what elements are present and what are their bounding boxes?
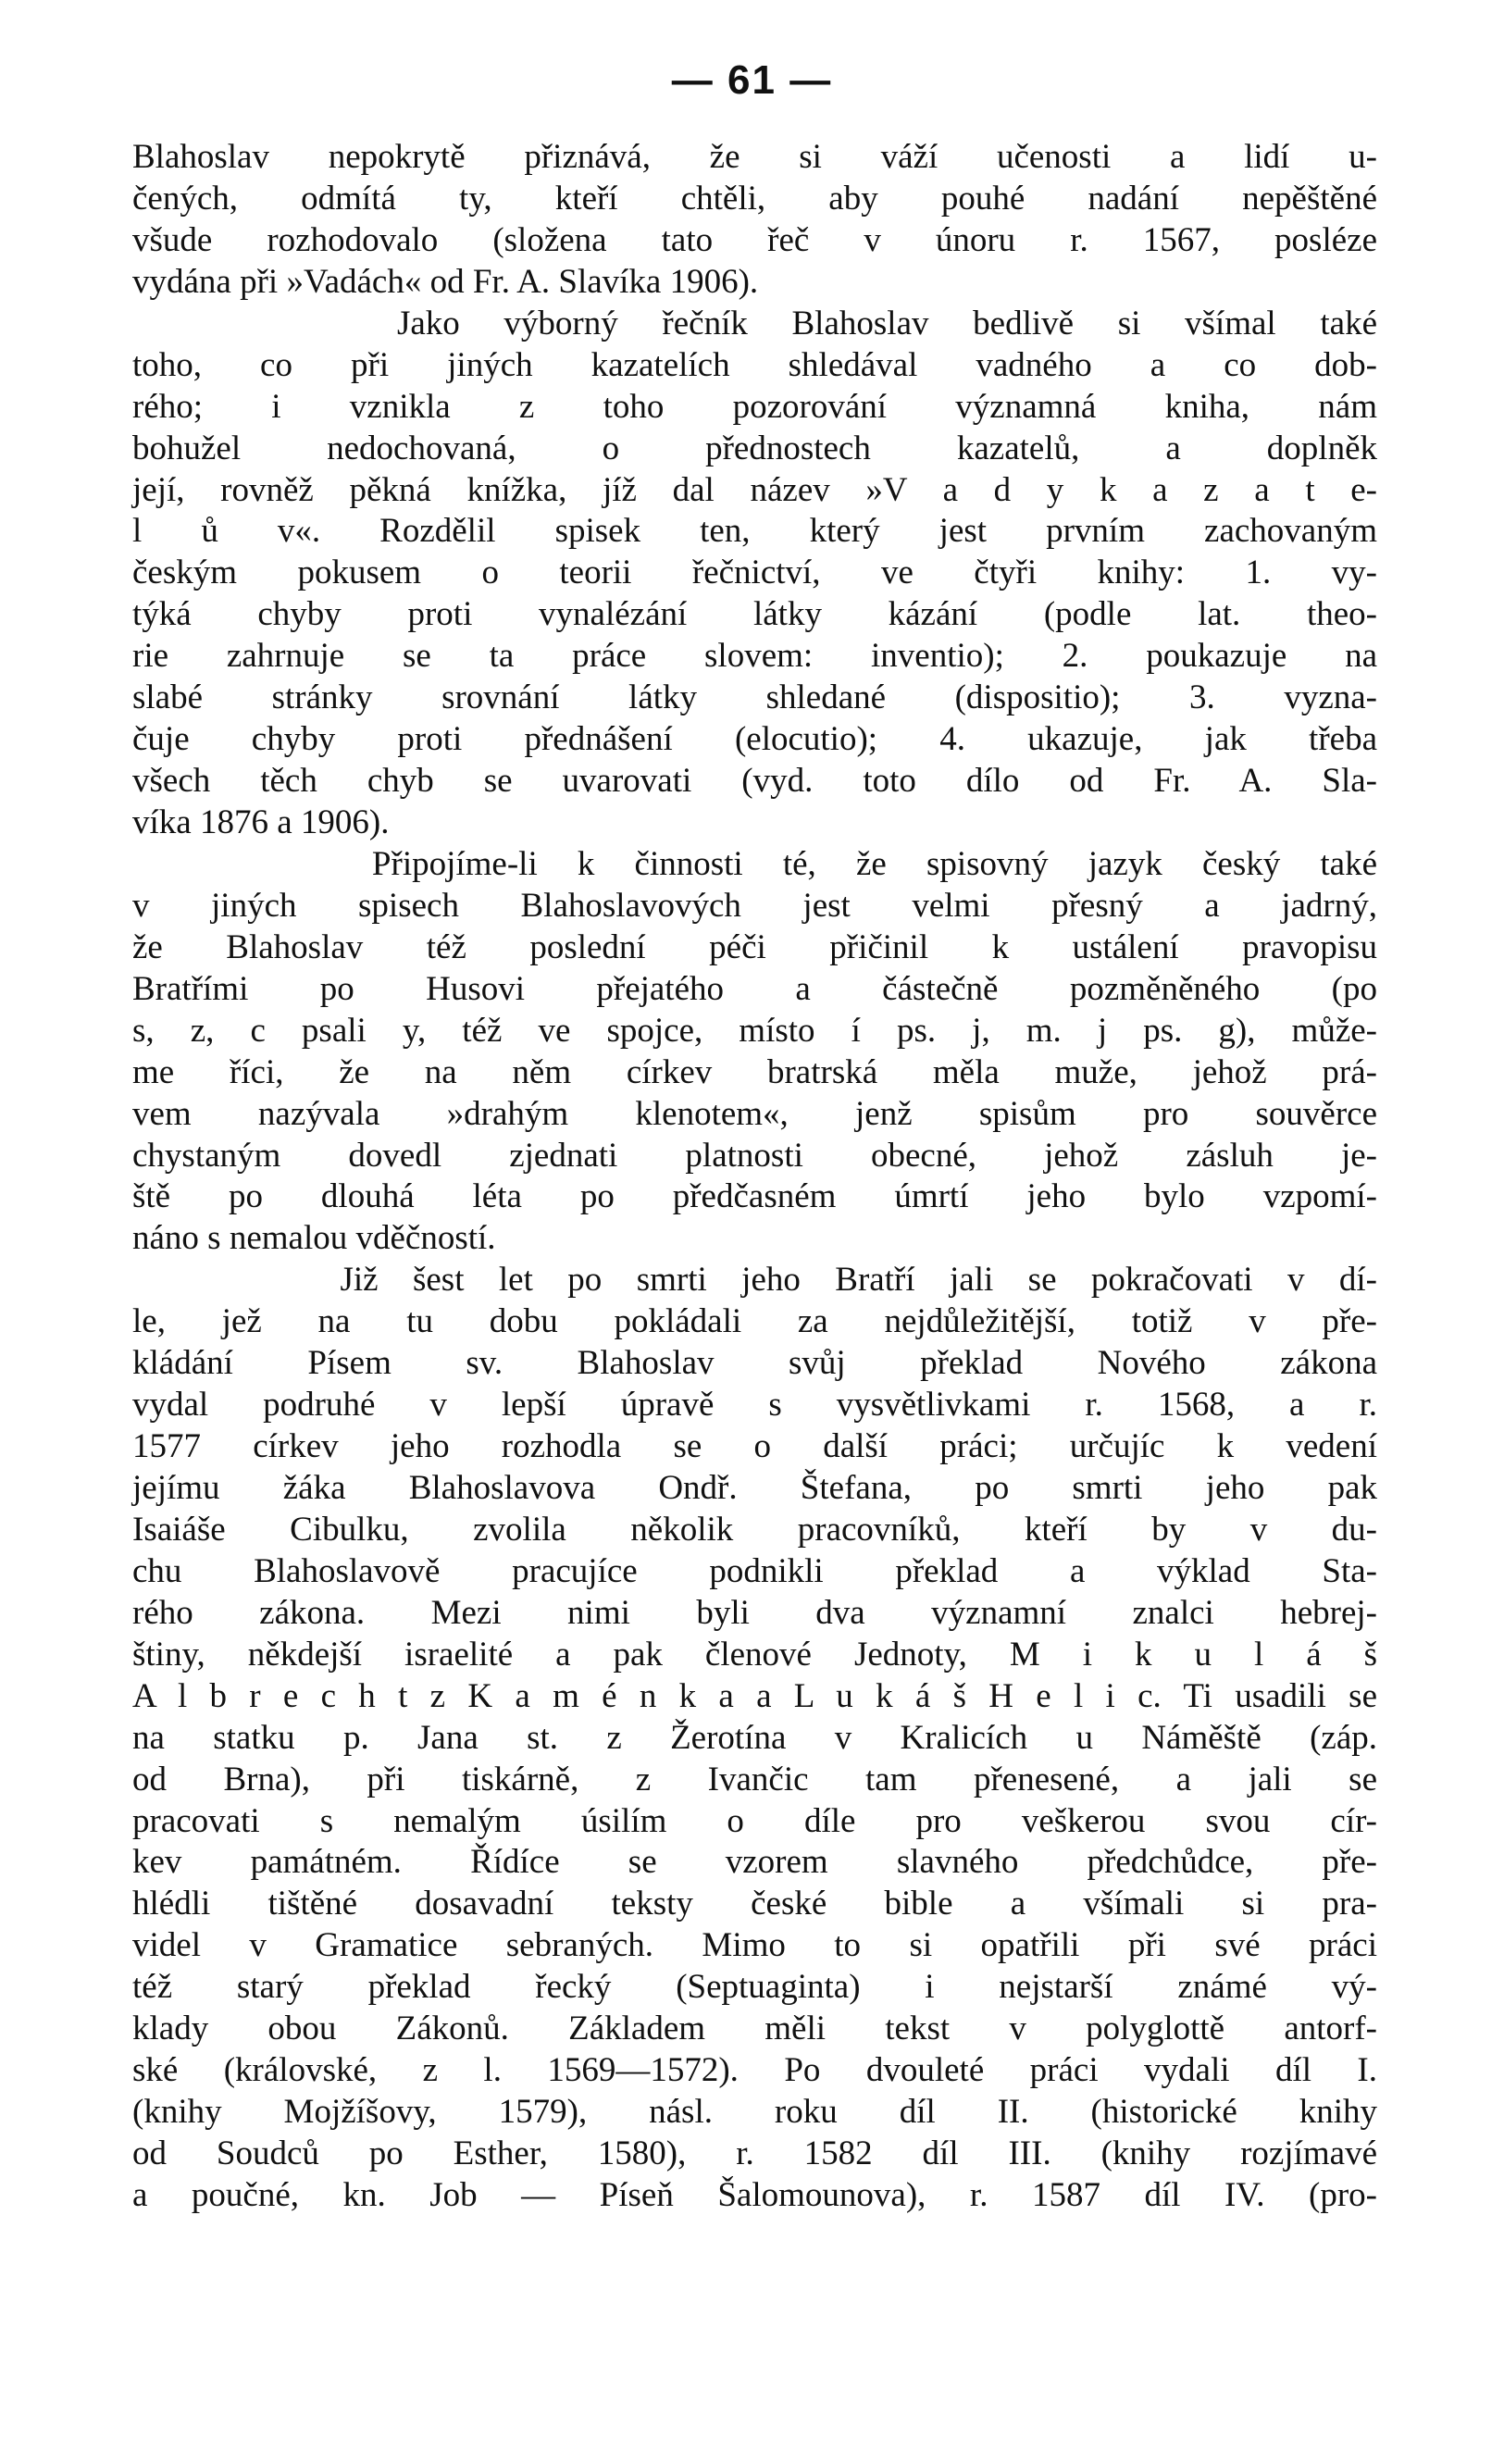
text-line: ště po dlouhá léta po předčasném úmrtí jeho bylo vzpomí-: [132, 1177, 1377, 1216]
text-line: náno s nemalou vděčností.: [132, 1219, 496, 1258]
text-line: její, rovněž pěkná knížka, jíž dal název »V a d y k a z a t e-: [132, 470, 1377, 509]
text-line: týká chyby proti vynalézání látky kázání (podle lat. theo-: [132, 595, 1377, 634]
text-line: l ů v«. Rozdělil spisek ten, který jest prvním zachovaným: [132, 512, 1377, 551]
text-line: Blahoslav nepokrytě přiznává, že si váží učenosti a lidí u-: [132, 138, 1377, 176]
text-line: toho, co při jiných kazatelích shledával vadného a co dob-: [132, 345, 1377, 384]
text-line: rého; i vznikla z toho pozorování významná kniha, nám: [132, 387, 1377, 426]
text-line: vydal podruhé v lepší úpravě s vysvětlivkami r. 1568, a r.: [132, 1386, 1377, 1425]
text-line: videl v Gramatice sebraných. Mimo to si opatřili při své práci: [132, 1926, 1377, 1965]
text-line: hlédli tištěné dosavadní teksty české bible a všímali si pra-: [132, 1885, 1377, 1923]
text-line: víka 1876 a 1906).: [132, 803, 390, 841]
text-line: Bratřími po Husovi přejatého a částečně pozměněného (po: [132, 969, 1377, 1008]
text-line: chu Blahoslavově pracujíce podnikli překlad a výklad Sta-: [132, 1551, 1377, 1590]
text-line: ské (královské, z l. 1569—1572). Po dvouleté práci vydali díl I.: [132, 2051, 1377, 2090]
text-line: le, jež na tu dobu pokládali za nejdůležitější, totiž v pře-: [132, 1302, 1377, 1341]
text-line: chystaným dovedl zjednati platnosti obecné, jehož zásluh je-: [132, 1136, 1377, 1175]
body-text: [132, 137, 1377, 2217]
text-line: štiny, někdejší israelité a pak členové Jednoty, M i k u l á š: [132, 1635, 1377, 1674]
text-line: českým pokusem o teorii řečnictví, ve čtyři knihy: 1. vy-: [132, 554, 1377, 592]
text-line: od Brna), při tiskárně, z Ivančic tam přenesené, a jali se: [132, 1760, 1377, 1798]
text-line: kládání Písem sv. Blahoslav svůj překlad Nového zákona: [132, 1344, 1377, 1383]
text-line: kev památném. Řídíce se vzorem slavného předchůdce, pře-: [132, 1843, 1377, 1882]
text-line: jejímu žáka Blahoslavova Ondř. Štefana, po smrti jeho pak: [132, 1469, 1377, 1507]
text-line: s, z, c psali y, též ve spojce, místo í ps. j, m. j ps. g), může-: [132, 1011, 1377, 1050]
text-line: vem nazývala »drahým klenotem«, jenž spisům pro souvěrce: [132, 1094, 1377, 1133]
text-line: v jiných spisech Blahoslavových jest velmi přesný a jadrný,: [132, 886, 1377, 925]
text-line: klady obou Zákonů. Základem měli tekst v polyglottě antorf-: [132, 2010, 1377, 2048]
text-line: pracovati s nemalým úsilím o díle pro veškerou svou cír-: [132, 1801, 1377, 1840]
text-line: slabé stránky srovnání látky shledané (dispositio); 3. vyzna-: [132, 678, 1377, 717]
text-line: všech těch chyb se uvarovati (vyd. toto dílo od Fr. A. Sla-: [132, 762, 1377, 801]
text-line: též starý překlad řecký (Septuaginta) i nejstarší známé vý-: [132, 1968, 1377, 2007]
text-line: vydána při »Vadách« od Fr. A. Slavíka 1906).: [132, 262, 759, 301]
text-line: a poučné, kn. Job — Píseň Šalomounova), r. 1587 díl IV. (pro-: [132, 2175, 1377, 2214]
text-line: rie zahrnuje se ta práce slovem: inventio); 2. poukazuje na: [132, 637, 1377, 676]
page-number: — 61 —: [671, 57, 833, 103]
text-line: (knihy Mojžíšovy, 1579), násl. roku díl II. (historické knihy: [132, 2093, 1377, 2132]
text-line: 1577 církev jeho rozhodla se o další práci; určujíc k vedení: [132, 1427, 1377, 1466]
text-line: Jako výborný řečník Blahoslav bedlivě si všímal také: [132, 304, 1377, 342]
text-line: všude rozhodovalo (složena tato řeč v únoru r. 1567, posléze: [132, 220, 1377, 259]
text-line: na statku p. Jana st. z Žerotína v Kralicích u Náměště (záp.: [132, 1718, 1377, 1757]
text-line: rého zákona. Mezi nimi byli dva významní znalci hebrej-: [132, 1593, 1377, 1632]
text-line: me říci, že na něm církev bratrská měla muže, jehož prá-: [132, 1052, 1377, 1091]
text-line: A l b r e c h t z K a m é n k a a L u k á š H e l i c. Ti usadili se: [132, 1676, 1377, 1715]
text-line: Isaiáše Cibulku, zvolila několik pracovníků, kteří by v du-: [132, 1510, 1377, 1549]
text-line: bohužel nedochovaná, o přednostech kazatelů, a doplněk: [132, 429, 1377, 467]
text-line: že Blahoslav též poslední péči přičinil k ustálení pravopisu: [132, 927, 1377, 966]
text-line: od Soudců po Esther, 1580), r. 1582 díl III. (knihy rozjímavé: [132, 2134, 1377, 2172]
text-line: Připojíme-li k činnosti té, že spisovný jazyk český také: [132, 844, 1377, 883]
text-line: Již šest let po smrti jeho Bratří jali se pokračovati v dí-: [132, 1261, 1377, 1300]
text-line: čuje chyby proti přednášení (elocutio); 4. ukazuje, jak třeba: [132, 720, 1377, 759]
text-line: čených, odmítá ty, kteří chtěli, aby pouhé nadání nepěštěné: [132, 179, 1377, 218]
